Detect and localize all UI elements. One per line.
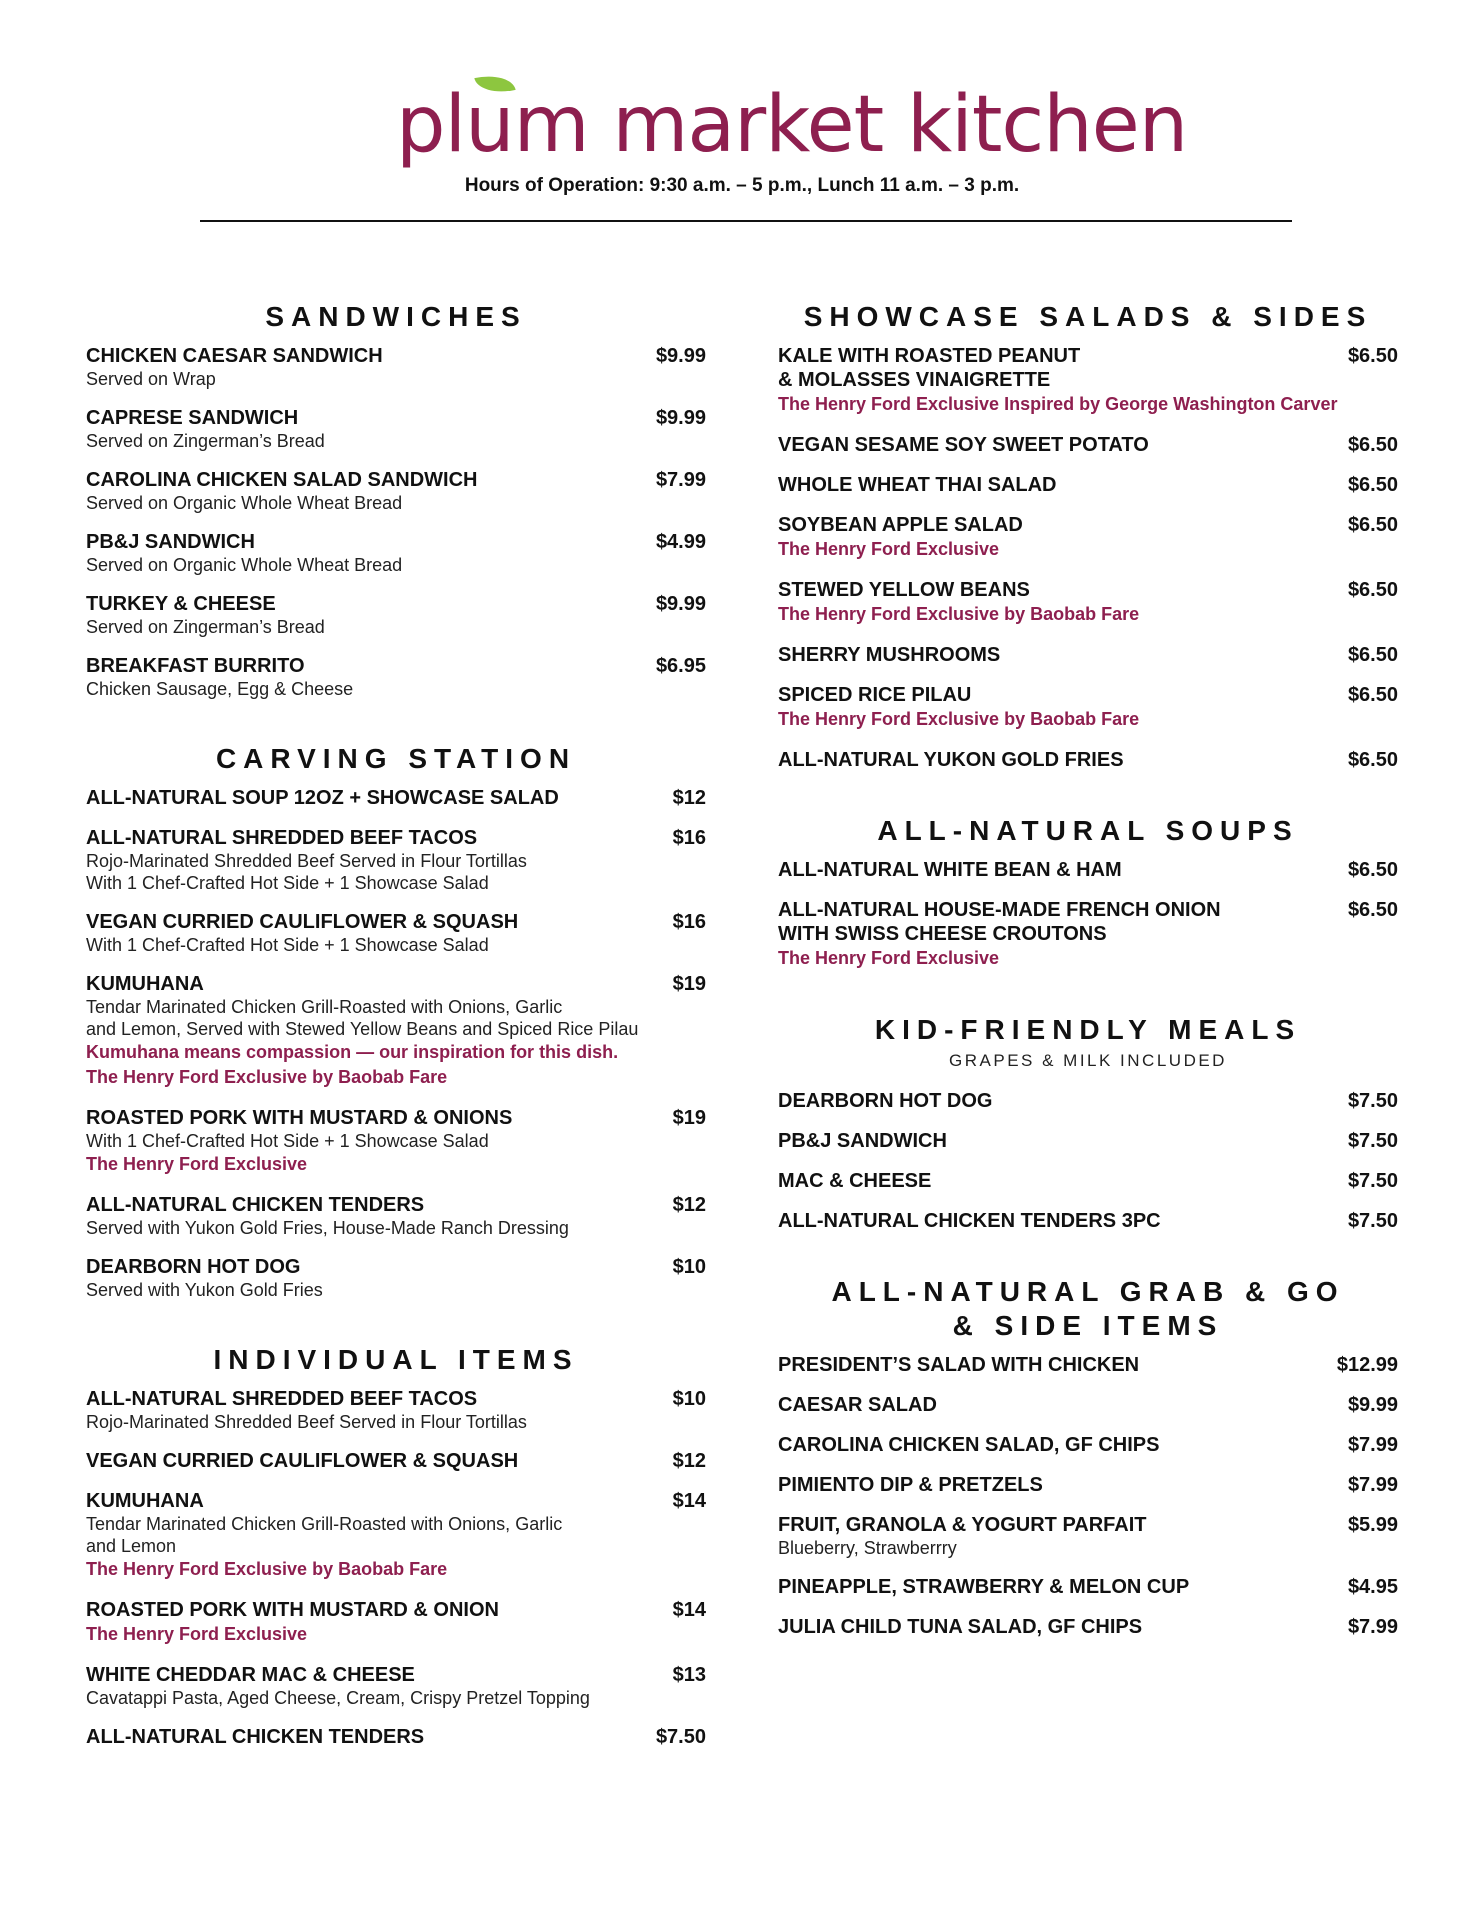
item-description: Tendar Marinated Chicken Grill-Roasted with Onions, Garlic bbox=[86, 1514, 563, 1534]
item-description: With 1 Chef-Crafted Hot Side + 1 Showcase Salad bbox=[86, 1131, 489, 1151]
item-price: $9.99 bbox=[655, 593, 706, 615]
menu-item bbox=[778, 858, 1398, 882]
section-subtitle: GRAPES & MILK INCLUDED bbox=[949, 1051, 1227, 1070]
item-price: $12.99 bbox=[1336, 1354, 1398, 1376]
item-note: The Henry Ford Exclusive Inspired by George Washington Carver bbox=[778, 394, 1338, 414]
item-description: and Lemon, Served with Stewed Yellow Beans and Spiced Rice Pilau bbox=[86, 1019, 639, 1039]
item-name: SOYBEAN APPLE SALAD bbox=[778, 514, 1023, 536]
item-name: PRESIDENT’S SALAD WITH CHICKEN bbox=[778, 1354, 1140, 1376]
item-price: $6.50 bbox=[1347, 474, 1398, 496]
item-name: DEARBORN HOT DOG bbox=[778, 1090, 993, 1112]
menu-item bbox=[778, 578, 1398, 627]
item-note: The Henry Ford Exclusive bbox=[86, 1624, 308, 1644]
item-price: $12 bbox=[672, 787, 706, 809]
menu-item bbox=[86, 1106, 706, 1177]
menu-item bbox=[778, 1575, 1398, 1599]
menu-item bbox=[778, 1353, 1398, 1377]
section-spacer bbox=[778, 788, 1398, 814]
item-note: The Henry Ford Exclusive by Baobab Fare bbox=[86, 1067, 448, 1087]
item-name: PB&J SANDWICH bbox=[778, 1130, 947, 1152]
item-note: The Henry Ford Exclusive by Baobab Fare bbox=[86, 1559, 448, 1579]
item-price: $10 bbox=[672, 1256, 706, 1278]
item-name: WHITE CHEDDAR MAC & CHEESE bbox=[86, 1664, 415, 1686]
item-name: CAROLINA CHICKEN SALAD SANDWICH bbox=[86, 469, 478, 491]
item-description: Served on Zingerman’s Bread bbox=[86, 431, 325, 451]
item-name: KALE WITH ROASTED PEANUT & MOLASSES VINAIGRETTE bbox=[778, 345, 1081, 391]
item-price: $6.50 bbox=[1347, 899, 1398, 921]
item-description: Rojo-Marinated Shredded Beef Served in Flour Tortillas bbox=[86, 1412, 527, 1432]
item-price: $16 bbox=[672, 827, 706, 849]
item-price: $9.99 bbox=[655, 345, 706, 367]
item-price: $19 bbox=[672, 1107, 706, 1129]
item-name: ROASTED PORK WITH MUSTARD & ONION bbox=[86, 1599, 499, 1621]
menu-item bbox=[86, 1663, 706, 1709]
item-description: Tendar Marinated Chicken Grill-Roasted with Onions, Garlic bbox=[86, 997, 563, 1017]
menu-item bbox=[778, 1473, 1398, 1497]
item-name: VEGAN CURRIED CAULIFLOWER & SQUASH bbox=[86, 911, 519, 933]
item-name: WHOLE WHEAT THAI SALAD bbox=[778, 474, 1057, 496]
item-description: With 1 Chef-Crafted Hot Side + 1 Showcase Salad bbox=[86, 873, 489, 893]
item-price: $6.50 bbox=[1347, 514, 1398, 536]
menu-item bbox=[86, 1193, 706, 1239]
item-name: ALL-NATURAL CHICKEN TENDERS 3PC bbox=[778, 1210, 1161, 1232]
item-price: $6.50 bbox=[1347, 345, 1398, 367]
item-description: Served on Zingerman’s Bread bbox=[86, 617, 325, 637]
section-spacer bbox=[778, 1249, 1398, 1275]
menu-item bbox=[778, 898, 1398, 971]
item-price: $7.99 bbox=[1347, 1434, 1398, 1456]
item-price: $13 bbox=[672, 1664, 706, 1686]
menu-item bbox=[86, 1489, 706, 1582]
section-spacer bbox=[86, 1317, 706, 1343]
item-price: $4.99 bbox=[655, 531, 706, 553]
section-spacer bbox=[778, 987, 1398, 1013]
menu-item bbox=[86, 786, 706, 810]
item-name: KUMUHANA bbox=[86, 1490, 204, 1512]
item-name: MAC & CHEESE bbox=[778, 1170, 932, 1192]
item-name: ALL-NATURAL SOUP 12OZ + SHOWCASE SALAD bbox=[86, 787, 559, 809]
item-price: $6.50 bbox=[1347, 434, 1398, 456]
item-name: CHICKEN CAESAR SANDWICH bbox=[86, 345, 383, 367]
menu-item bbox=[86, 654, 706, 700]
menu-item bbox=[778, 748, 1398, 772]
item-price: $12 bbox=[672, 1450, 706, 1472]
menu-item bbox=[86, 344, 706, 390]
section-title: INDIVIDUAL ITEMS bbox=[213, 1344, 579, 1375]
item-price: $6.50 bbox=[1347, 859, 1398, 881]
item-name: PB&J SANDWICH bbox=[86, 531, 255, 553]
item-name: ALL-NATURAL SHREDDED BEEF TACOS bbox=[86, 1388, 478, 1410]
menu-item bbox=[86, 910, 706, 956]
item-description: Served on Organic Whole Wheat Bread bbox=[86, 493, 403, 513]
menu-item bbox=[86, 972, 706, 1090]
item-price: $4.95 bbox=[1347, 1576, 1398, 1598]
item-note: Kumuhana means compassion — our inspiration for this dish. bbox=[86, 1042, 619, 1062]
item-description: Served on Organic Whole Wheat Bread bbox=[86, 555, 403, 575]
item-note: The Henry Ford Exclusive bbox=[778, 539, 1000, 559]
menu-item bbox=[86, 406, 706, 452]
item-name: ALL-NATURAL SHREDDED BEEF TACOS bbox=[86, 827, 478, 849]
header-divider bbox=[200, 220, 1292, 222]
item-description: Blueberry, Strawberrry bbox=[778, 1538, 957, 1558]
item-price: $7.50 bbox=[1347, 1170, 1398, 1192]
item-price: $6.50 bbox=[1347, 644, 1398, 666]
menu-item bbox=[86, 530, 706, 576]
item-name: BREAKFAST BURRITO bbox=[86, 655, 305, 677]
item-name: KUMUHANA bbox=[86, 973, 204, 995]
logo-text: plum market kitchen bbox=[396, 80, 1188, 170]
menu-item bbox=[778, 1169, 1398, 1193]
item-note: The Henry Ford Exclusive bbox=[778, 948, 1000, 968]
item-price: $12 bbox=[672, 1194, 706, 1216]
menu-item bbox=[778, 1129, 1398, 1153]
item-price: $6.50 bbox=[1347, 579, 1398, 601]
item-price: $16 bbox=[672, 911, 706, 933]
menu-header bbox=[0, 60, 1484, 230]
item-price: $7.99 bbox=[1347, 1474, 1398, 1496]
menu-item bbox=[778, 1209, 1398, 1233]
item-description: Served on Wrap bbox=[86, 369, 216, 389]
menu-item bbox=[778, 643, 1398, 667]
item-name: CAPRESE SANDWICH bbox=[86, 407, 299, 429]
item-name: ROASTED PORK WITH MUSTARD & ONIONS bbox=[86, 1107, 513, 1129]
item-name: VEGAN CURRIED CAULIFLOWER & SQUASH bbox=[86, 1450, 519, 1472]
section-spacer bbox=[86, 716, 706, 742]
menu-item bbox=[86, 1387, 706, 1433]
menu-item bbox=[778, 1513, 1398, 1559]
section-title: SHOWCASE SALADS & SIDES bbox=[803, 301, 1373, 332]
item-price: $19 bbox=[672, 973, 706, 995]
item-name: TURKEY & CHEESE bbox=[86, 593, 276, 615]
item-name: ALL-NATURAL WHITE BEAN & HAM bbox=[778, 859, 1122, 881]
menu-item bbox=[86, 468, 706, 514]
item-price: $9.99 bbox=[655, 407, 706, 429]
item-name: SHERRY MUSHROOMS bbox=[778, 644, 1001, 666]
item-price: $7.50 bbox=[1347, 1130, 1398, 1152]
left-column bbox=[86, 300, 706, 1765]
item-price: $14 bbox=[672, 1490, 706, 1512]
menu-item bbox=[778, 683, 1398, 732]
item-name: JULIA CHILD TUNA SALAD, GF CHIPS bbox=[778, 1616, 1143, 1638]
item-description: Rojo-Marinated Shredded Beef Served in Flour Tortillas bbox=[86, 851, 527, 871]
item-name: CAROLINA CHICKEN SALAD, GF CHIPS bbox=[778, 1434, 1160, 1456]
item-price: $7.50 bbox=[1347, 1210, 1398, 1232]
item-name: DEARBORN HOT DOG bbox=[86, 1256, 301, 1278]
item-description: Chicken Sausage, Egg & Cheese bbox=[86, 679, 354, 699]
item-price: $7.50 bbox=[1347, 1090, 1398, 1112]
section-title: ALL-NATURAL GRAB & GO & SIDE ITEMS bbox=[831, 1276, 1345, 1341]
menu-item bbox=[778, 433, 1398, 457]
item-name: ALL-NATURAL CHICKEN TENDERS bbox=[86, 1194, 425, 1216]
item-description: Served with Yukon Gold Fries, House-Made Ranch Dressing bbox=[86, 1218, 569, 1238]
menu-item bbox=[778, 1433, 1398, 1457]
item-description: With 1 Chef-Crafted Hot Side + 1 Showcase Salad bbox=[86, 935, 489, 955]
item-price: $7.99 bbox=[655, 469, 706, 491]
item-description: Served with Yukon Gold Fries bbox=[86, 1280, 323, 1300]
item-note: The Henry Ford Exclusive bbox=[86, 1154, 308, 1174]
item-name: ALL-NATURAL CHICKEN TENDERS bbox=[86, 1726, 425, 1748]
item-price: $9.99 bbox=[1347, 1394, 1398, 1416]
section-title: SANDWICHES bbox=[265, 301, 527, 332]
item-description: and Lemon bbox=[86, 1536, 177, 1556]
section-title: KID-FRIENDLY MEALS bbox=[874, 1014, 1302, 1045]
item-price: $14 bbox=[672, 1599, 706, 1621]
brand-logo bbox=[396, 70, 1188, 180]
item-price: $10 bbox=[672, 1388, 706, 1410]
item-name: ALL-NATURAL HOUSE-MADE FRENCH ONION WITH SWISS CHEESE CROUTONS bbox=[778, 899, 1221, 945]
menu-item bbox=[778, 1615, 1398, 1639]
item-description: Cavatappi Pasta, Aged Cheese, Cream, Crispy Pretzel Topping bbox=[86, 1688, 590, 1708]
menu-item bbox=[86, 1449, 706, 1473]
item-note: The Henry Ford Exclusive by Baobab Fare bbox=[778, 604, 1140, 624]
hours-of-operation: Hours of Operation: 9:30 a.m. – 5 p.m., Lunch 11 a.m. – 3 p.m. bbox=[464, 175, 1020, 196]
item-price: $6.50 bbox=[1347, 684, 1398, 706]
menu-item bbox=[86, 826, 706, 894]
item-name: ALL-NATURAL YUKON GOLD FRIES bbox=[778, 749, 1124, 771]
section-title: CARVING STATION bbox=[215, 743, 577, 774]
menu-item bbox=[778, 473, 1398, 497]
item-name: CAESAR SALAD bbox=[778, 1394, 937, 1416]
section-title: ALL-NATURAL SOUPS bbox=[877, 815, 1299, 846]
menu-item bbox=[86, 592, 706, 638]
right-column bbox=[778, 300, 1398, 1655]
item-name: PINEAPPLE, STRAWBERRY & MELON CUP bbox=[778, 1576, 1190, 1598]
item-price: $6.95 bbox=[655, 655, 706, 677]
menu-item bbox=[86, 1255, 706, 1301]
menu-item bbox=[778, 513, 1398, 562]
item-name: VEGAN SESAME SOY SWEET POTATO bbox=[778, 434, 1149, 456]
menu-item bbox=[778, 344, 1398, 417]
item-price: $7.99 bbox=[1347, 1616, 1398, 1638]
item-name: STEWED YELLOW BEANS bbox=[778, 579, 1030, 601]
item-name: PIMIENTO DIP & PRETZELS bbox=[778, 1474, 1043, 1496]
menu-item bbox=[86, 1725, 706, 1749]
item-price: $7.50 bbox=[655, 1726, 706, 1748]
item-name: FRUIT, GRANOLA & YOGURT PARFAIT bbox=[778, 1514, 1147, 1536]
item-name: SPICED RICE PILAU bbox=[778, 684, 972, 706]
item-note: The Henry Ford Exclusive by Baobab Fare bbox=[778, 709, 1140, 729]
menu-item bbox=[86, 1598, 706, 1647]
menu-item bbox=[778, 1089, 1398, 1113]
item-price: $5.99 bbox=[1347, 1514, 1398, 1536]
item-price: $6.50 bbox=[1347, 749, 1398, 771]
menu-item bbox=[778, 1393, 1398, 1417]
